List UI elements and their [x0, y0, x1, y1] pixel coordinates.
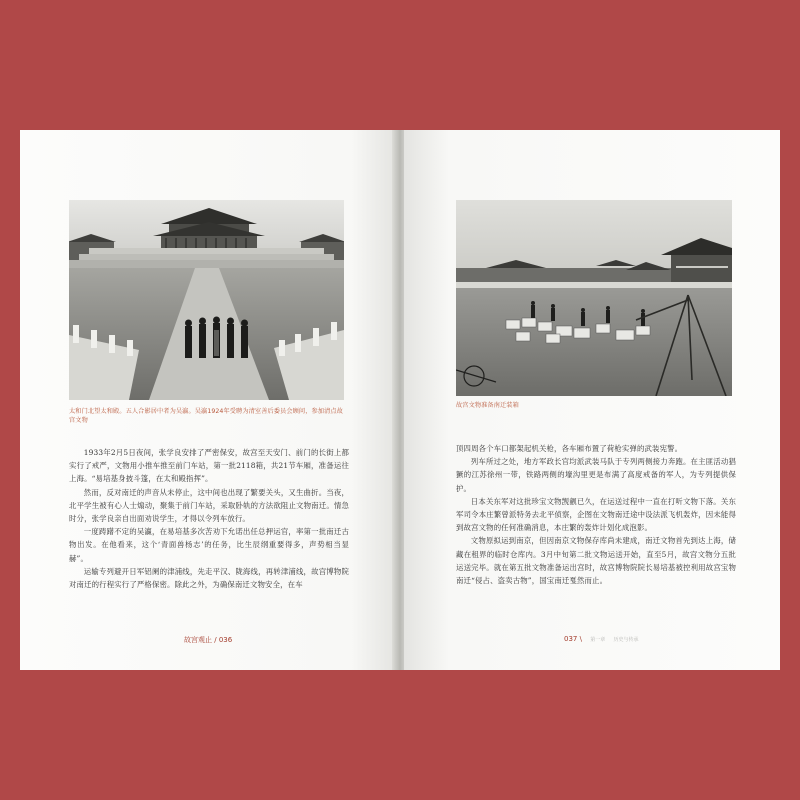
page-number: 036: [218, 636, 233, 644]
left-body-text: [69, 446, 349, 591]
paragraph: 运输专列避开日军铝阑的津浦线，先走平汉、陇海线，再转津浦线，故宫博物院对南迁的行程实行了严格保密。除此之外，为确保南迁文物安全，在车: [69, 566, 349, 590]
paragraph: 一度踌躇不定的吴瀛，在易培基多次苦劝下允诺出任总押运官，率第一批南迁古物出发。在他看来，这个‘青面兽杨志’的任务，比生辰纲重要得多，声势相当显赫”。: [69, 527, 349, 563]
right-page: [404, 130, 780, 670]
folio-section: 历史与传承: [613, 637, 639, 643]
folio-title: 故宫观止: [184, 636, 212, 644]
photo-caption: 太和门北望太和殿。五人合影居中者为吴瀛。吴瀛1924年受聘为清室善后委员会顾问，参加清点故宫文物: [69, 408, 343, 424]
folio-divider: \: [579, 635, 582, 643]
folio-chapter: 第一章: [590, 637, 606, 643]
paragraph: 1933年2月5日夜间，张学良安排了严密保安，故宫至天安门、前门的长街上都实行了戒严，文物用小推车推至前门车站，第一批2118箱，共21节车厢，准备运往上海。“易培基身披斗篷，在太和殿指挥”。: [69, 448, 349, 484]
page-number: 037: [564, 635, 578, 643]
taihe-palace-photo: [69, 200, 344, 400]
photo-caption: 故宫文物准备南迁装箱: [456, 402, 519, 409]
paragraph: 日本关东军对这批珍宝文物觊觎已久，在运送过程中一直在打听文物下落。关东军司令本庄繁曾派特务去北平侦察，企图在文物南迁途中设法派飞机轰炸，因未能得到故宫文物的任何准确消息，本庄繁的轰炸计划化成泡影。: [456, 496, 736, 533]
folio-divider: /: [214, 636, 217, 644]
left-folio: [184, 635, 232, 645]
paragraph: 列车所过之处，地方军政长官均派武装马队于专列两侧接力奔跑。在主匪活动猖獗的江苏徐州一带，铁路两侧的壕沟里更是布满了高度戒备的军人，为专列提供保护。: [456, 457, 736, 493]
paragraph: 顶四周各个车口都架起机关枪，各车厢布置了荷枪实弹的武装宪警。: [456, 444, 683, 453]
packing-crates-photo: [456, 200, 732, 396]
paragraph: 然而，反对南迁的声音从未停止，这中间也出现了繁要关头，又生曲折。当夜，北平学生被有心人士煽动，聚集于前门车站，采取卧轨的方法欲阻止文物南迁。情急时分，张学良亲自出面劝说学生，才得以令列车放行。: [69, 487, 349, 524]
paragraph: 文物原拟运到南京，但因南京文物保存库尚未建成，南迁文物首先到达上海，储藏在租界的临时仓库内。3月中旬第二批文物运送开始，直至5月，故宫文物分五批运送完毕。就在第五批文物准备运出宫时，故宫博物院院长易培基被控利用故宫宝物南迁“侵占、盗卖古物”，国宝南迁戛然而止。: [456, 536, 736, 586]
left-page: [20, 130, 396, 670]
right-folio: [564, 635, 638, 643]
right-body-text: [456, 442, 736, 587]
